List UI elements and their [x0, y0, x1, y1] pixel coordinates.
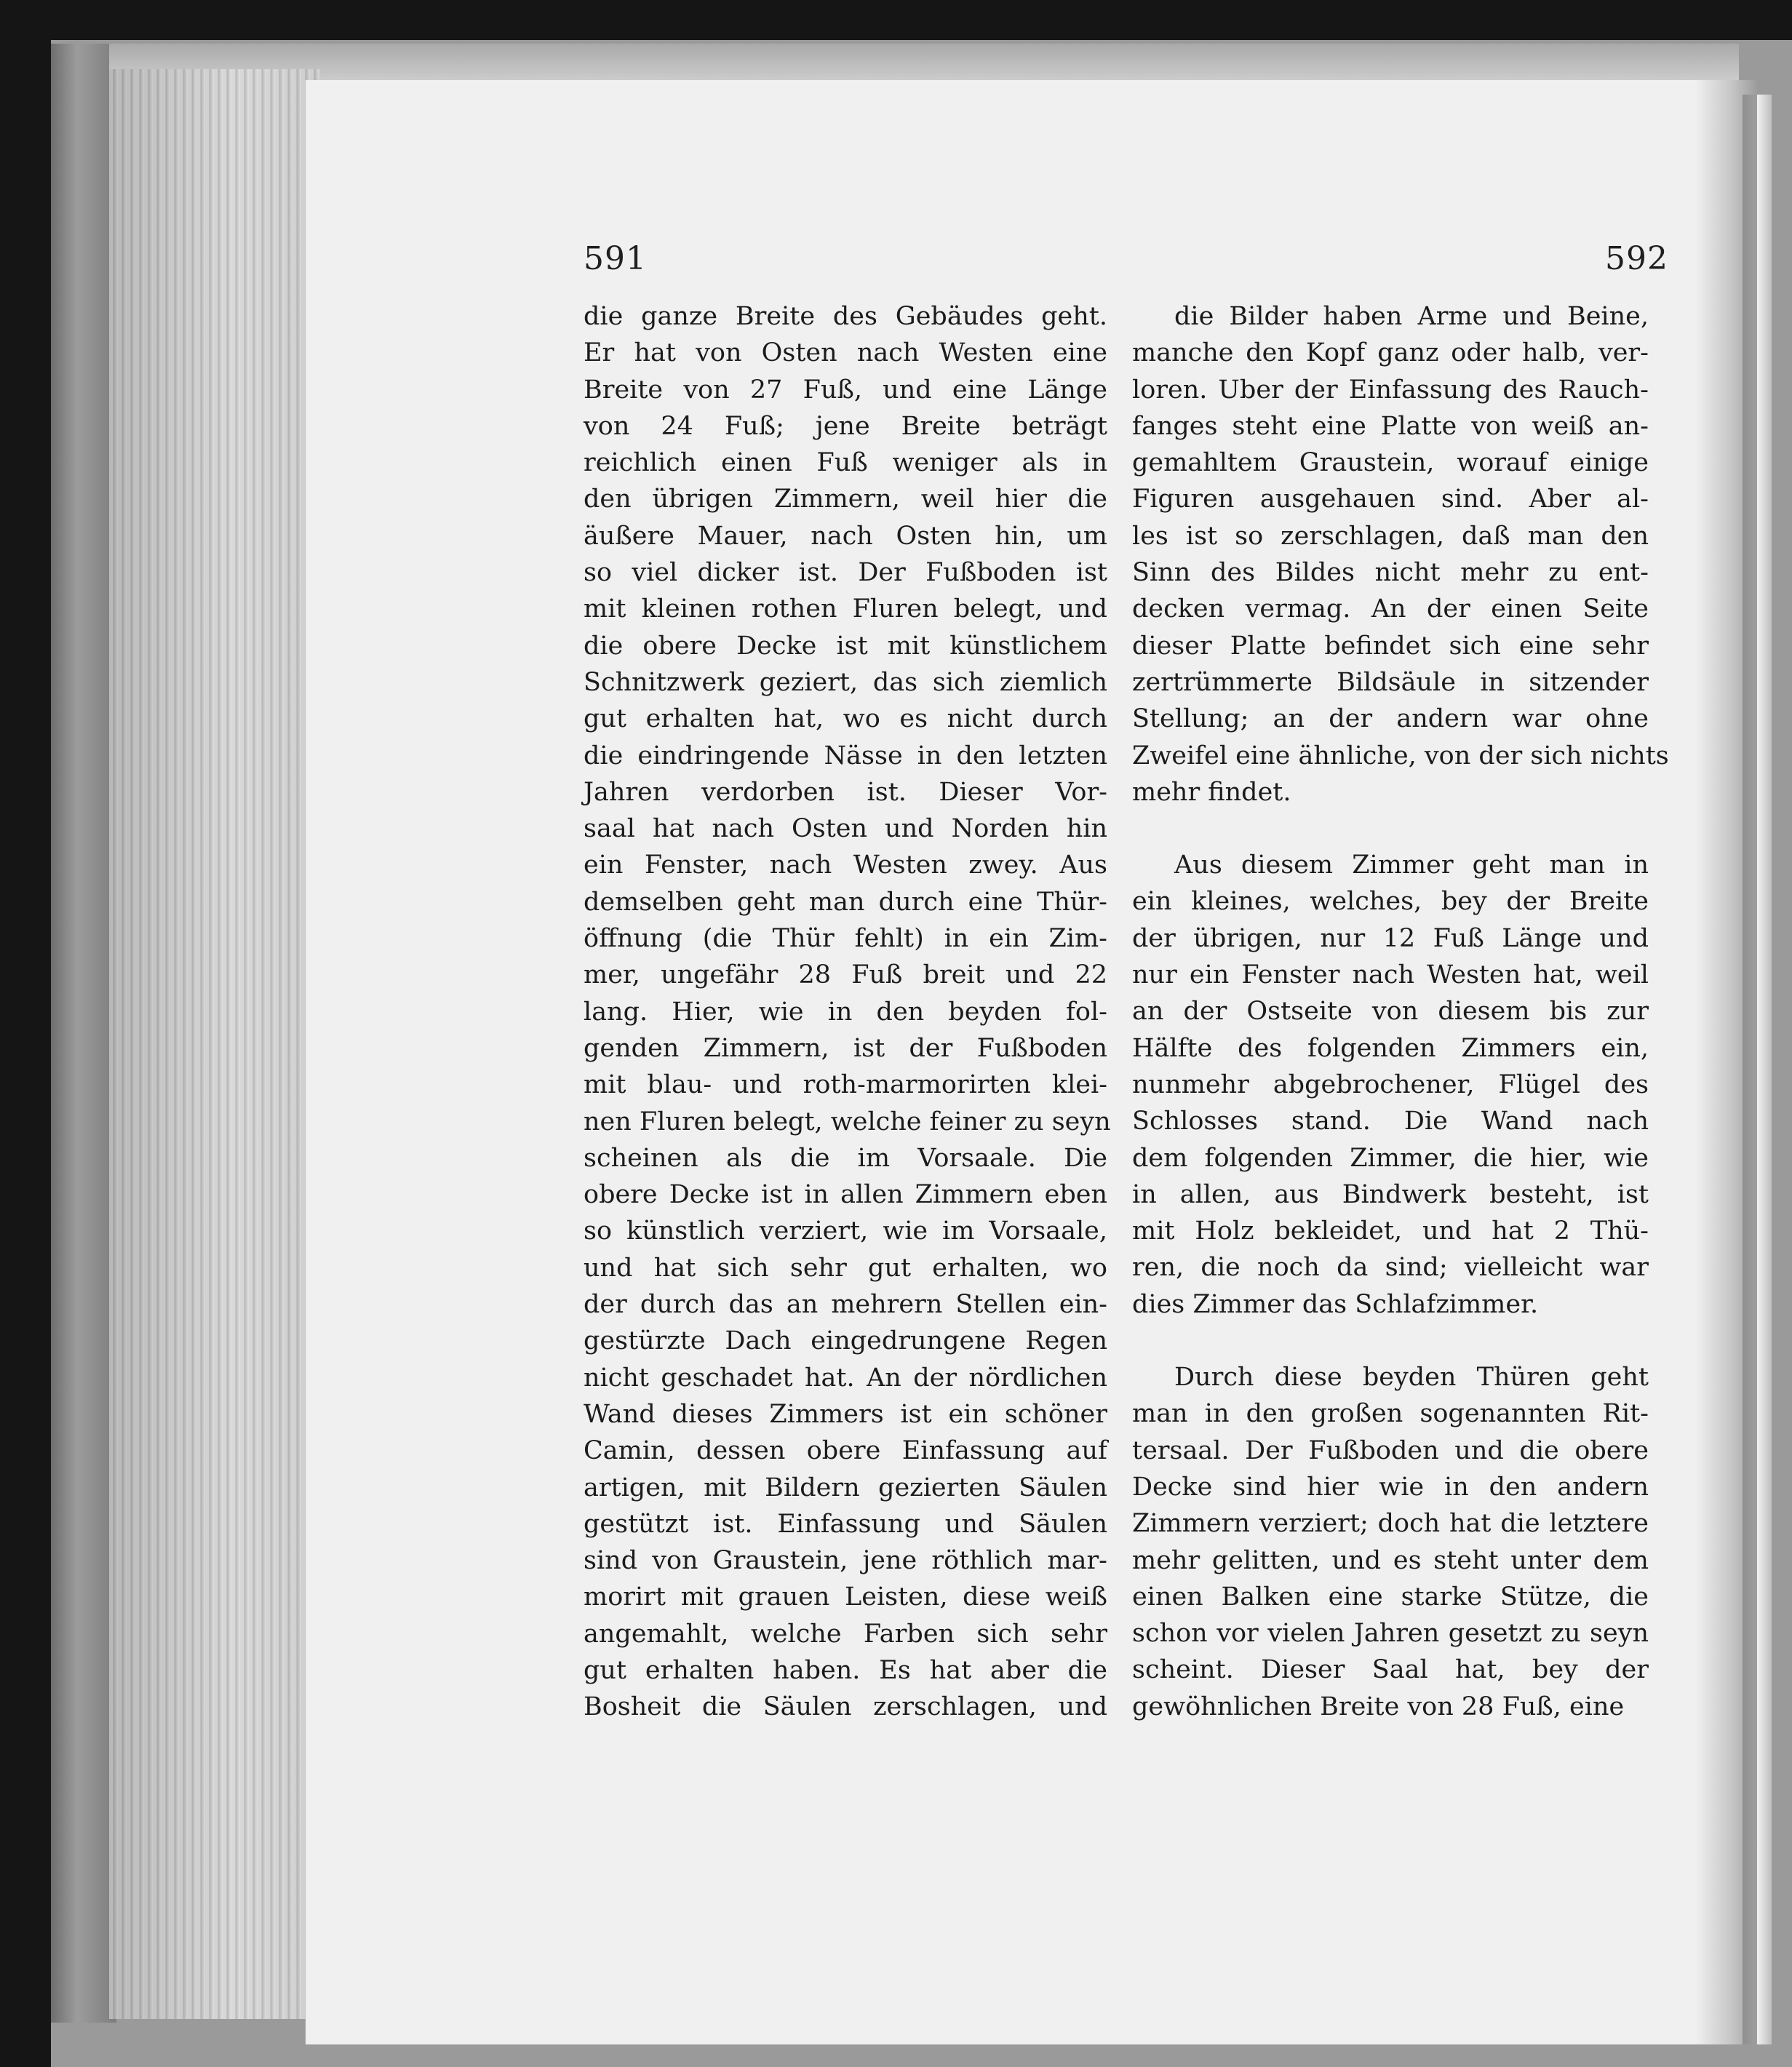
text-line: les ist so zerschlagen, daß man den	[1132, 521, 1649, 551]
text-line: nunmehr abgebrochener, Flügel des	[1132, 1070, 1649, 1099]
text-line: schon vor vielen Jahren gesetzt zu seyn	[1132, 1619, 1649, 1649]
text-line: und hat sich sehr gut erhalten, wo	[584, 1253, 1107, 1283]
text-line: morirt mit grauen Leisten, diese weiß	[584, 1582, 1107, 1612]
text-line: Stellung; an der andern war ohne	[1132, 704, 1649, 734]
page-number-right: 592	[1605, 240, 1668, 277]
text-line: angemahlt, welche Farben sich sehr	[584, 1619, 1107, 1649]
text-line: mit blau- und roth-marmorirten klei-	[584, 1070, 1107, 1100]
text-line: die Bilder haben Arme und Beine,	[1174, 302, 1649, 331]
text-line: Bosheit die Säulen zerschlagen, und	[584, 1692, 1107, 1722]
text-line: Zimmern verziert; doch hat die letztere	[1132, 1509, 1649, 1539]
text-line: nur ein Fenster nach Westen hat, weil	[1132, 960, 1649, 990]
text-line: zertrümmerte Bildsäule in sitzender	[1132, 667, 1649, 697]
paragraph-gap	[1132, 811, 1649, 847]
text-line: der durch das an mehrern Stellen ein-	[584, 1290, 1107, 1320]
text-line: genden Zimmern, ist der Fußboden	[584, 1033, 1107, 1063]
text-line: lang. Hier, wie in den beyden fol-	[584, 997, 1107, 1027]
text-line: einen Balken eine starke Stütze, die	[1132, 1582, 1649, 1612]
text-line: Camin, dessen obere Einfassung auf	[584, 1436, 1107, 1466]
text-line: mit kleinen rothen Fluren belegt, und	[584, 594, 1107, 624]
text-line: saal hat nach Osten und Norden hin	[584, 814, 1107, 844]
text-line: sind von Graustein, jene röthlich mar-	[584, 1546, 1107, 1576]
text-line: Hälfte des folgenden Zimmers ein,	[1132, 1033, 1649, 1063]
text-line: scheinen als die im Vorsaale. Die	[584, 1143, 1107, 1173]
text-line: Aus diesem Zimmer geht man in	[1174, 851, 1649, 880]
page-number-left: 591	[584, 240, 647, 277]
text-line: artigen, mit Bildern gezierten Säulen	[584, 1473, 1107, 1502]
paragraph	[1132, 1359, 1649, 1725]
text-line: Figuren ausgehauen sind. Aber al-	[1132, 485, 1649, 514]
text-line: in allen, aus Bindwerk besteht, ist	[1132, 1179, 1649, 1209]
text-line: dieser Platte befindet sich eine sehr	[1132, 631, 1649, 661]
text-line: den übrigen Zimmern, weil hier die	[584, 485, 1107, 514]
text-line: dies Zimmer das Schlafzimmer.	[1132, 1289, 1539, 1319]
text-line: mehr findet.	[1132, 777, 1291, 807]
text-line: ein kleines, welches, bey der Breite	[1132, 887, 1649, 917]
text-line: die obere Decke ist mit künstlichem	[584, 631, 1107, 661]
paragraph	[1132, 298, 1669, 811]
text-line: obere Decke ist in allen Zimmern eben	[584, 1180, 1107, 1210]
text-line: die ganze Breite des Gebäudes geht.	[584, 302, 1107, 331]
text-line: man in den großen sogenannten Rit-	[1132, 1399, 1649, 1429]
left-text-column	[584, 298, 1111, 1726]
page-block-top-edge	[109, 44, 1739, 84]
text-line: äußere Mauer, nach Osten hin, um	[584, 521, 1107, 551]
text-line: mehr gelitten, und es steht unter dem	[1132, 1545, 1649, 1575]
paragraph-gap	[1132, 1323, 1649, 1359]
text-line: nen Fluren belegt, welche feiner zu seyn	[584, 1107, 1111, 1136]
text-line: mer, ungefähr 28 Fuß breit und 22	[584, 960, 1107, 990]
text-line: Er hat von Osten nach Westen eine	[584, 338, 1107, 368]
text-line: demselben geht man durch eine Thür-	[584, 887, 1107, 917]
text-line: so künstlich verziert, wie im Vorsaale,	[584, 1216, 1107, 1246]
text-line: scheint. Dieser Saal hat, bey der	[1132, 1655, 1649, 1685]
text-line: der übrigen, nur 12 Fuß Länge und	[1132, 923, 1649, 953]
text-line: manche den Kopf ganz oder halb, ver-	[1132, 338, 1649, 368]
text-line: Breite von 27 Fuß, und eine Länge	[584, 375, 1107, 405]
right-text-column	[1132, 298, 1669, 1725]
text-line: gestürzte Dach eingedrungene Regen	[584, 1326, 1107, 1356]
text-line: nicht geschadet hat. An der nördlichen	[584, 1363, 1107, 1393]
text-line: Sinn des Bildes nicht mehr zu ent-	[1132, 558, 1649, 588]
text-line: Schnitzwerk geziert, das sich ziemlich	[584, 667, 1107, 697]
text-line: Schlosses stand. Die Wand nach	[1132, 1107, 1649, 1136]
text-line: loren. Uber der Einfassung des Rauch-	[1132, 375, 1649, 405]
text-line: an der Ostseite von diesem bis zur	[1132, 997, 1649, 1027]
fore-edge-shading	[109, 69, 320, 2019]
text-line: Durch diese beyden Thüren geht	[1174, 1363, 1649, 1393]
text-line: von 24 Fuß; jene Breite beträgt	[584, 411, 1107, 441]
paragraph	[1132, 847, 1649, 1323]
text-line: tersaal. Der Fußboden und die obere	[1132, 1435, 1649, 1465]
text-line: Decke sind hier wie in den andern	[1132, 1472, 1649, 1502]
text-line: gestützt ist. Einfassung und Säulen	[584, 1509, 1107, 1539]
gutter-shadow	[1695, 80, 1757, 2044]
text-line: Zweifel eine ähnliche, von der sich nichts	[1132, 741, 1669, 770]
text-line: reichlich einen Fuß weniger als in	[584, 448, 1107, 478]
text-line: gut erhalten hat, wo es nicht durch	[584, 704, 1107, 734]
text-line: fanges steht eine Platte von weiß an-	[1132, 411, 1649, 441]
text-line: öffnung (die Thür fehlt) in ein Zim-	[584, 924, 1107, 954]
text-line: Wand dieses Zimmers ist ein schöner	[584, 1399, 1107, 1429]
text-line: gut erhalten haben. Es hat aber die	[584, 1655, 1107, 1685]
text-line: ein Fenster, nach Westen zwey. Aus	[584, 851, 1107, 880]
book-cover-edge	[51, 44, 116, 2023]
text-line: decken vermag. An der einen Seite	[1132, 594, 1649, 624]
text-line: so viel dicker ist. Der Fußboden ist	[584, 558, 1107, 588]
text-line: ren, die noch da sind; vielleicht war	[1132, 1253, 1649, 1283]
text-line: Jahren verdorben ist. Dieser Vor-	[584, 777, 1107, 807]
text-line: gewöhnlichen Breite von 28 Fuß, eine	[1132, 1692, 1625, 1721]
text-line: mit Holz bekleidet, und hat 2 Thü-	[1132, 1216, 1649, 1246]
text-line: dem folgenden Zimmer, die hier, wie	[1132, 1143, 1649, 1173]
text-line: die eindringende Nässe in den letzten	[584, 741, 1107, 770]
text-line: gemahltem Graustein, worauf einige	[1132, 448, 1649, 478]
